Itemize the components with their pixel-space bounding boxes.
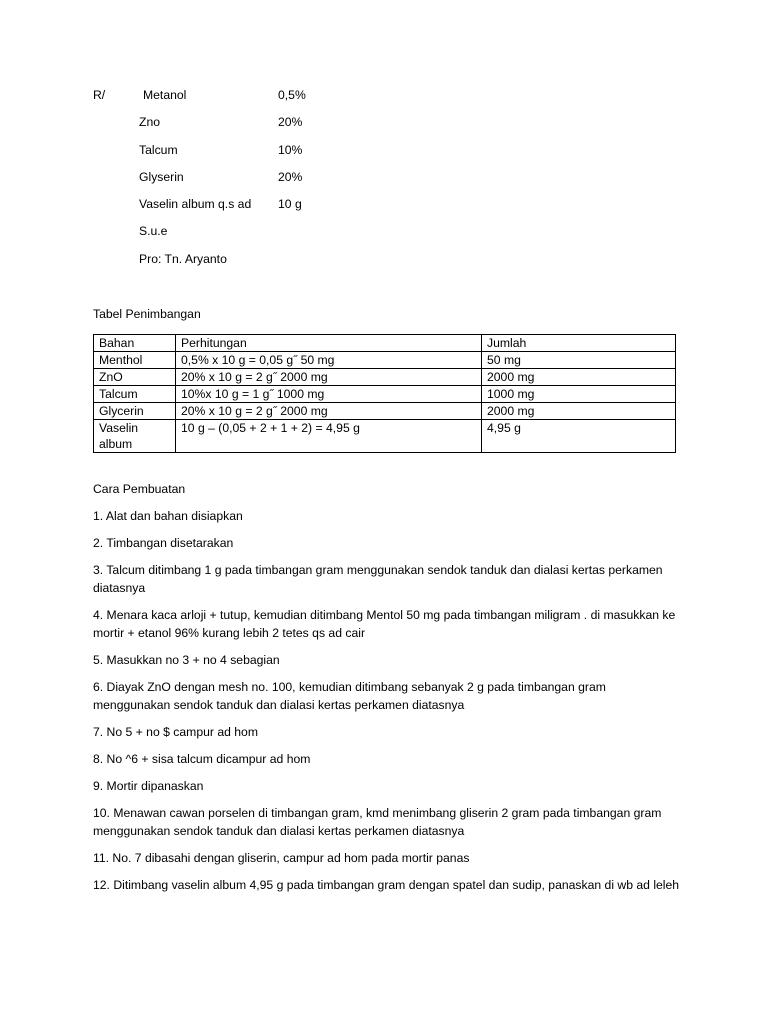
method-step: 6. Diayak ZnO dengan mesh no. 100, kemudian ditimbang sebanyak 2 g pada timbangan gram menggunakan sendok tanduk dan dialasi kertas perkamen diatasnya	[93, 680, 606, 713]
table-cell: 1000 mg	[482, 386, 676, 403]
table-row	[94, 369, 676, 386]
rx-signa-row	[93, 223, 493, 250]
method-step: 4. Menara kaca arloji + tutup, kemudian ditimbang Mentol 50 mg pada timbangan miligram . di masukkan ke mortir + etanol 96% kurang lebih 2 tetes qs ad cair	[93, 608, 676, 641]
weighing-table	[93, 334, 676, 453]
rx-row	[93, 196, 493, 223]
method-step: 12. Ditimbang vaselin album 4,95 g pada timbangan gram dengan spatel dan sudip, panaskan di wb ad leleh	[93, 878, 680, 893]
rx-row	[93, 114, 493, 141]
table-cell: 20% x 10 g = 2 g˝ 2000 mg	[176, 369, 482, 386]
method-title: Cara Pembuatan	[93, 482, 186, 496]
table-row	[94, 403, 676, 420]
rx-item-qty: 20%	[278, 169, 303, 184]
method-step: 9. Mortir dipanaskan	[93, 779, 204, 794]
preparation-method	[93, 481, 683, 903]
rx-signa: S.u.e	[139, 224, 168, 239]
table-cell: 10 g – (0,05 + 2 + 1 + 2) = 4,95 g	[176, 420, 482, 453]
table-row	[94, 386, 676, 403]
rx-pro-row	[93, 251, 493, 278]
table-cell: 50 mg	[482, 352, 676, 369]
rx-item-name: Metanol	[143, 88, 187, 102]
rx-item-qty: 10%	[278, 142, 303, 157]
rx-item-qty: 20%	[278, 115, 303, 130]
table-header-cell: Bahan	[94, 335, 176, 352]
rx-patient: Pro: Tn. Aryanto	[139, 251, 227, 266]
method-step: 11. No. 7 dibasahi dengan gliserin, campur ad hom pada mortir panas	[93, 851, 470, 866]
rx-row	[93, 142, 493, 169]
table-cell: 0,5% x 10 g = 0,05 g˝ 50 mg	[176, 352, 482, 369]
rx-item-name: Talcum	[139, 142, 178, 157]
method-step: 10. Menawan cawan porselen di timbangan gram, kmd menimbang gliserin 2 gram pada timbangan gram menggunakan sendok tanduk dan dialasi kertas perkamen diatasnya	[93, 806, 662, 839]
table-header-cell: Jumlah	[482, 335, 676, 352]
table-cell: 2000 mg	[482, 369, 676, 386]
rx-item-name: Zno	[139, 115, 161, 130]
rx-item-qty: 0,5%	[278, 88, 306, 102]
table-cell: 2000 mg	[482, 403, 676, 420]
table-title: Tabel Penimbangan	[93, 307, 201, 321]
table-cell: 20% x 10 g = 2 g˝ 2000 mg	[176, 403, 482, 420]
method-step: 8. No ^6 + sisa talcum dicampur ad hom	[93, 752, 311, 767]
prescription	[93, 87, 493, 278]
method-step: 7. No 5 + no $ campur ad hom	[93, 725, 258, 740]
rx-item-qty: 10 g	[278, 197, 302, 212]
table-cell: Vaselin album	[94, 420, 176, 453]
table-cell: Talcum	[94, 386, 176, 403]
table-cell: Menthol	[94, 352, 176, 369]
rx-row	[93, 87, 493, 114]
method-step: 5. Masukkan no 3 + no 4 sebagian	[93, 653, 280, 668]
rx-symbol: R/	[93, 88, 106, 102]
table-cell: 10%x 10 g = 1 g˝ 1000 mg	[176, 386, 482, 403]
rx-item-name: Glyserin	[139, 169, 184, 184]
rx-row	[93, 169, 493, 196]
method-step: 2. Timbangan disetarakan	[93, 536, 234, 551]
table-row	[94, 352, 676, 369]
table-row	[94, 420, 676, 453]
table-cell: Glycerin	[94, 403, 176, 420]
table-header-cell: Perhitungan	[176, 335, 482, 352]
table-cell: ZnO	[94, 369, 176, 386]
rx-item-name: Vaselin album q.s ad	[139, 197, 252, 212]
method-step: 1. Alat dan bahan disiapkan	[93, 509, 243, 524]
table-header-row	[94, 335, 676, 352]
table-cell: 4,95 g	[482, 420, 676, 453]
method-step: 3. Talcum ditimbang 1 g pada timbangan gram menggunakan sendok tanduk dan dialasi kertas perkamen diatasnya	[93, 563, 663, 596]
